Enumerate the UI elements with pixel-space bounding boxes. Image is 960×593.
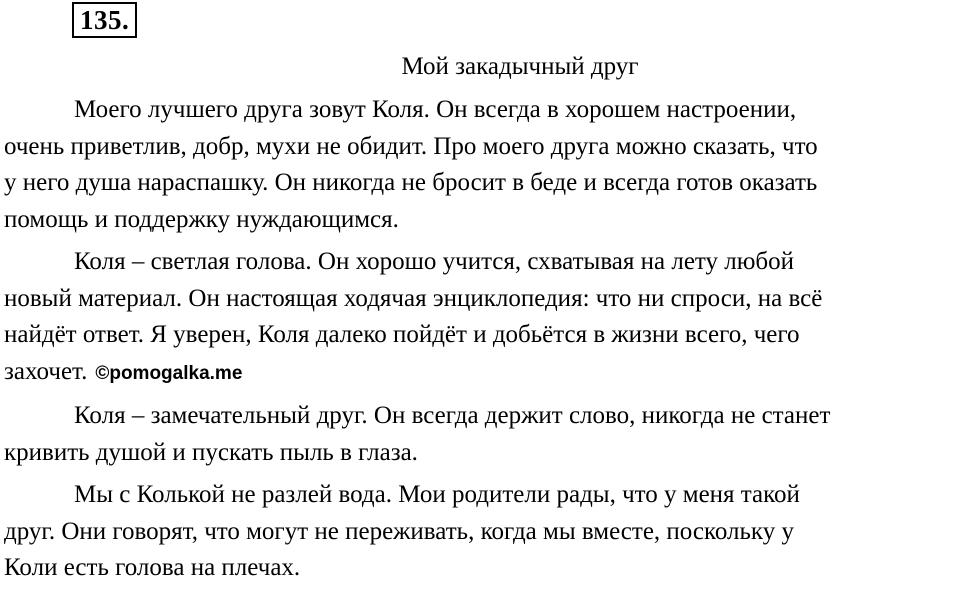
text-line: Мы с Колькой не разлей вода. Мои родители рады, что у меня такой — [74, 481, 800, 508]
essay-body — [4, 92, 954, 593]
paragraph-2 — [4, 244, 954, 392]
watermark-text: ©pomogalka.me — [95, 362, 243, 384]
text-line: помощь и поддержку нуждающимся. — [4, 205, 399, 233]
text-line-with-watermark — [4, 354, 954, 393]
text-line: друг. Они говорят, что могут не переживать, когда мы вместе, поскольку у — [4, 517, 794, 545]
text-line: захочет. — [4, 357, 88, 385]
paragraph-4 — [4, 477, 954, 587]
task-number-box: 135. — [72, 2, 137, 38]
text-line: у него душа нараспашку. Он никогда не бросит в беде и всегда готов оказать — [4, 169, 818, 196]
text-line: очень приветлив, добр, мухи не обидит. Про моего друга можно сказать, что — [4, 132, 818, 160]
text-line: Коли есть голова на плечах. — [4, 554, 301, 581]
text-line: найдёт ответ. Я уверен, Коля далеко пойдёт и добьётся в жизни всего, чего — [4, 321, 800, 348]
text-line: кривить душой и пускать пыль в глаза. — [4, 438, 418, 466]
text-line: Моего лучшего друга зовут Коля. Он всегда в хорошем настроении, — [74, 96, 797, 123]
paragraph-1 — [4, 92, 954, 238]
text-line: Коля – замечательный друг. Он всегда держит слово, никогда не станет — [74, 402, 831, 429]
text-line: Коля – светлая голова. Он хорошо учится, схватывая на лету любой — [74, 248, 795, 275]
text-line: новый материал. Он настоящая ходячая энциклопедия: что ни спроси, на всё — [4, 284, 823, 312]
essay-title: Мой закадычный друг — [401, 53, 639, 80]
paragraph-3 — [4, 398, 954, 471]
